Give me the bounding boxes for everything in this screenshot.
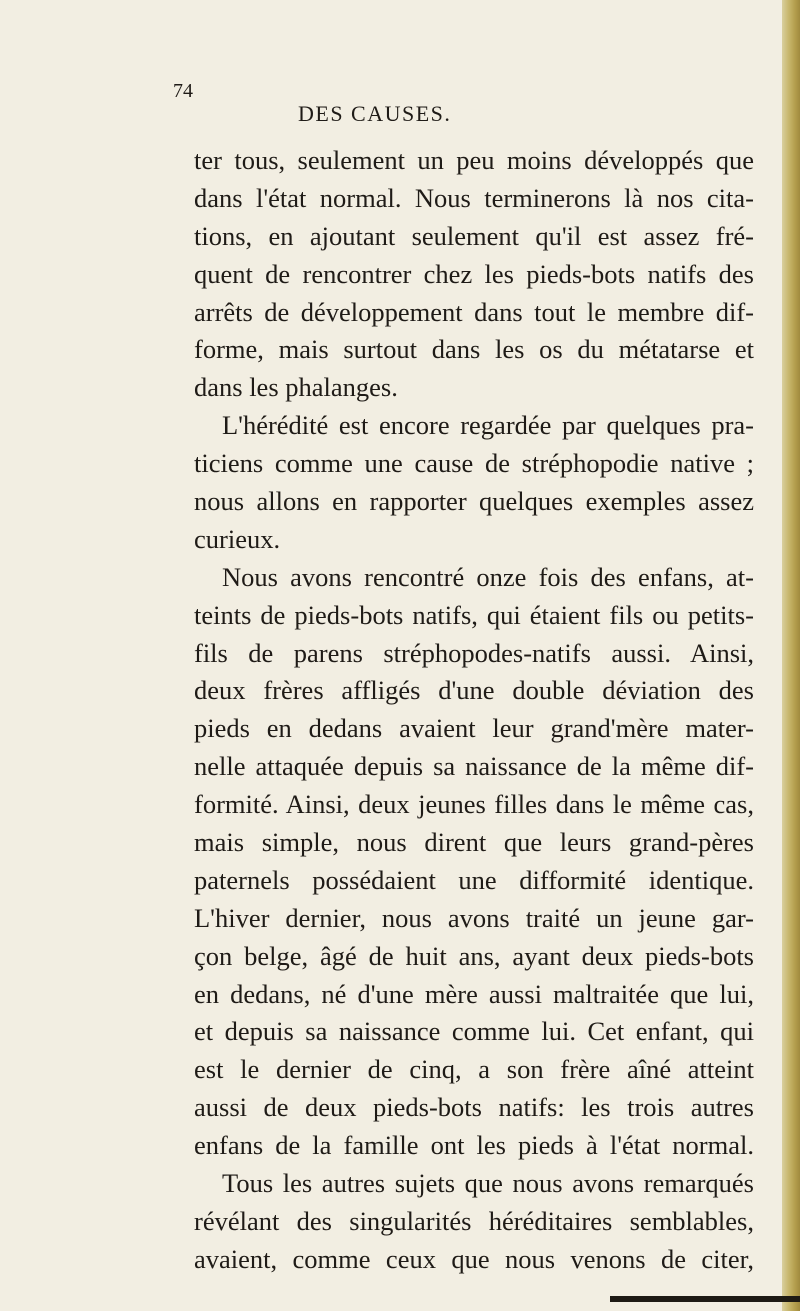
text-line: paternels possédaient une difformité identique. [194,864,754,895]
text-line: formité. Ainsi, deux jeunes filles dans le même cas, [194,789,754,820]
text-line: dans les phalanges. [194,372,398,403]
text-line: forme, mais surtout dans les os du métatarse et [194,334,754,365]
text-line: nous allons en rapporter quelques exemples assez [194,486,754,517]
text-line: pieds en dedans avaient leur grand'mère mater- [194,713,754,744]
text-line: ter tous, seulement un peu moins développés que [194,145,754,175]
text-line: L'hiver dernier, nous avons traité un jeune gar- [194,902,754,933]
body-text [194,142,754,1279]
text-line: et depuis sa naissance comme lui. Cet enfant, qui [194,1016,754,1047]
text-line: curieux. [194,523,281,554]
text-line: tions, en ajoutant seulement qu'il est assez fré- [194,220,754,251]
text-line: est le dernier de cinq, a son frère aîné atteint [194,1054,754,1085]
text-line: révélant des singularités héréditaires semblables, [194,1205,754,1236]
text-line: fils de parens stréphopodes-natifs aussi. Ainsi, [194,637,754,668]
text-line: quent de rencontrer chez les pieds-bots natifs des [194,258,754,289]
text-line: enfans de la famille ont les pieds à l'état normal. [194,1130,754,1161]
text-line: Tous les autres sujets que nous avons remarqués [222,1168,754,1199]
running-head: DES CAUSES. [298,101,452,126]
text-line: en dedans, né d'une mère aussi maltraitée que lui, [194,978,754,1009]
text-line: deux frères affligés d'une double déviation des [194,675,754,706]
text-line: Nous avons rencontré onze fois des enfans, at- [222,561,754,592]
bottom-rule [610,1296,800,1302]
text-line: avaient, comme ceux que nous venons de citer, [194,1243,754,1274]
text-line: arrêts de développement dans tout le membre dif- [194,296,754,327]
text-line: L'hérédité est encore regardée par quelques pra- [222,410,754,441]
page-edge [782,0,800,1311]
text-line: aussi de deux pieds-bots natifs: les trois autres [194,1092,754,1123]
text-line: nelle attaquée depuis sa naissance de la même dif- [194,751,754,782]
text-line: mais simple, nous dirent que leurs grand-pères [194,827,754,858]
text-line: çon belge, âgé de huit ans, ayant deux pieds-bots [194,940,754,971]
text-line: ticiens comme une cause de stréphopodie native ; [194,448,754,479]
page-number: 74 [173,80,193,102]
text-line: dans l'état normal. Nous terminerons là nos cita- [194,182,754,213]
text-line: teints de pieds-bots natifs, qui étaient fils ou petits- [194,599,754,630]
